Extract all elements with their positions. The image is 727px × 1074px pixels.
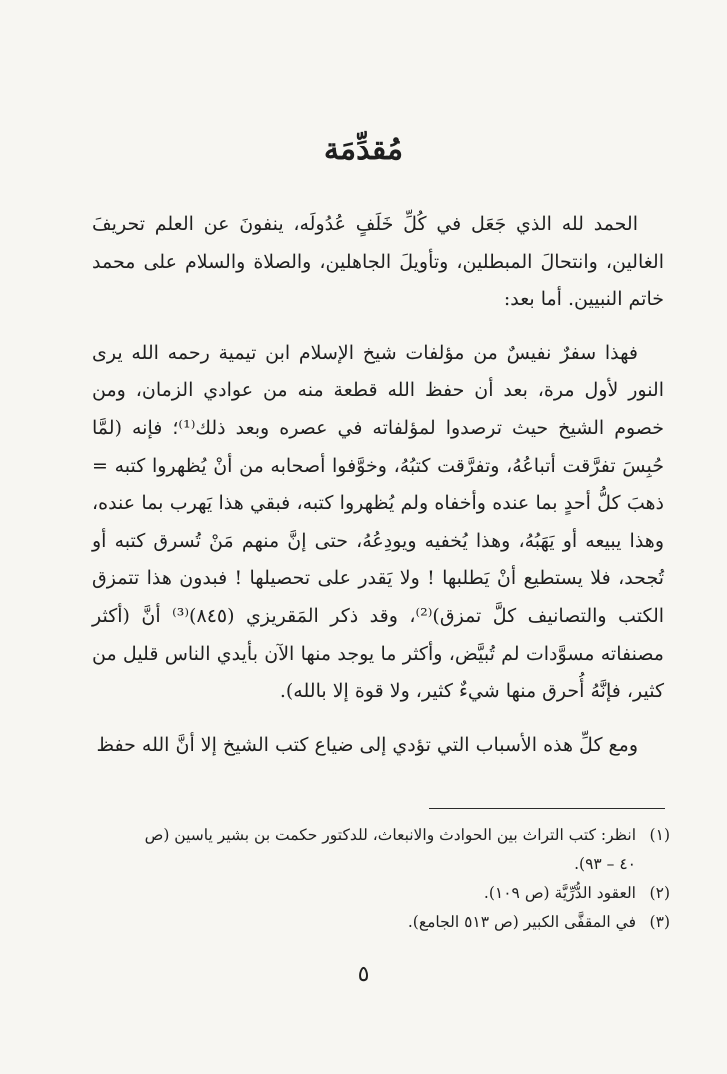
footnote-text: انظر: كتب التراث بين الحوادث والانبعاث، للدكتور حكمت بن بشير ياسين (ص	[144, 826, 636, 844]
footnote-number: (١)	[649, 826, 670, 844]
paragraph-3: ومع كلِّ هذه الأسباب التي تؤدي إلى ضياع كتب الشيخ إلا أنَّ الله حفظ	[96, 733, 638, 756]
footnote-text: في المقفَّى الكبير (ص ٥١٣ الجامع).	[407, 913, 636, 931]
main-text	[92, 206, 664, 764]
footnote-3	[78, 908, 670, 937]
footnote-1-continuation: ٤٠ – ٩٣).	[574, 855, 636, 873]
footnotes	[78, 821, 670, 937]
footnote-divider	[429, 808, 665, 809]
paragraph-2: فهذا سفرٌ نفيسٌ من مؤلفات شيخ الإسلام ابن تيمية رحمه الله يرى النور لأول مرة، بعد أن حفظ الله قطعة منه من عوادي الزمان، ومن خصوم الشيخ حيث ترصدوا لمؤلفاته في عصره وبعد ذلك⁽¹⁾؛ فإنه (لمَّا حُبِسَ تفرَّقت أتباعُهُ، وتفرَّقت كتبُهُ، وخوَّفوا أصحابه من أنْ يُظهروا كتبه = ذهبَ كلُّ أحدٍ بما عنده وأخفاه ولم يُظهروا كتبه، فبقي هذا يَهرب بما عنده، وهذا يبيعه أو يَهَبُهُ، وهذا يُخفيه ويودِعُهُ، حتى إنَّ منهم مَنْ تُسرق كتبه أو تُجحد، فلا يستطيع أنْ يَطلبها ! ولا يَقدر على تحصيلها ! فبدون هذا تتمزق الكتب والتصانيف كلَّ تمزق)⁽²⁾، وقد ذكر المَقريزي (٨٤٥)⁽³⁾ أنَّ (أكثر مصنفاته مسوَّدات لم تُبيَّض، وأكثر ما يوجد منها الآن بأيدي الناس قليل من كثير، فإنَّهُ أُحرق منها شيءٌ كثير، ولا قوة إلا بالله).	[92, 341, 665, 703]
page-title: مُقدِّمَة	[323, 132, 404, 167]
footnote-number: (٢)	[649, 884, 670, 902]
paragraph-1: الحمد لله الذي جَعَل في كُلِّ خَلَفٍ عُدُولَه، ينفونَ عن العلم تحريفَ الغالين، وانتحالَ المبطلين، وتأويلَ الجاهلين، والصلاة والسلام على محمد خاتم النبيين. أما بعد:	[92, 213, 664, 311]
page-number: ٥	[357, 962, 370, 987]
footnote-1	[78, 821, 670, 850]
footnote-text: العقود الدُّرِّيَّة (ص ١٠٩).	[483, 884, 636, 902]
footnote-number: (٣)	[649, 913, 670, 931]
footnote-2	[78, 879, 670, 908]
